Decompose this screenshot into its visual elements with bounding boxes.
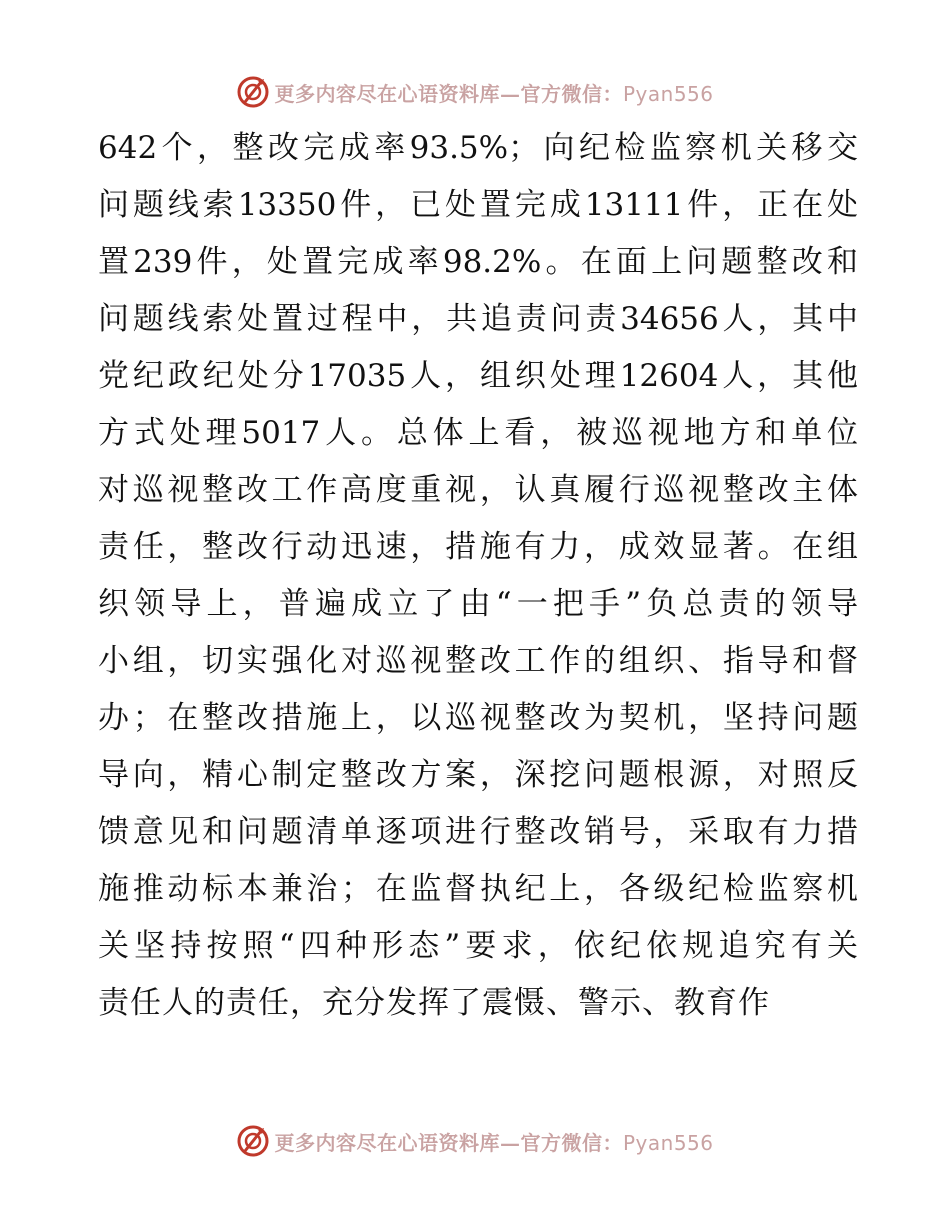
text-line: 问题线索处置过程中，共追责问责34656人，其中 xyxy=(98,301,858,337)
text-line: 小组，切实强化对巡视整改工作的组织、指导和督 xyxy=(98,643,858,679)
watermark-text xyxy=(274,78,713,107)
text-line: 责任人的责任，充分发挥了震慑、警示、教育作 xyxy=(98,985,770,1021)
text-line: 方式处理5017人。总体上看，被巡视地方和单位 xyxy=(98,415,858,451)
document-body xyxy=(98,120,858,1032)
text-line: 问题线索13350件，已处置完成13111件，正在处 xyxy=(98,187,858,223)
text-line: 施推动标本兼治；在监督执纪上，各级纪检监察机 xyxy=(98,871,858,907)
text-line: 置239件，处置完成率98.2%。在面上问题整改和 xyxy=(98,244,858,280)
brand-logo-icon xyxy=(236,1124,270,1158)
watermark-account: Pyan556 xyxy=(622,81,714,106)
watermark-account: Pyan556 xyxy=(622,1130,714,1155)
text-line: 导向，精心制定整改方案，深挖问题根源，对照反 xyxy=(98,757,858,793)
brand-logo-icon xyxy=(236,75,270,109)
watermark-text xyxy=(274,1127,713,1156)
text-line: 织领导上，普遍成立了由“一把手”负总责的领导 xyxy=(98,586,858,622)
text-line: 642个，整改完成率93.5%；向纪检监察机关移交 xyxy=(98,130,858,166)
bottom-watermark-banner xyxy=(0,1119,950,1163)
top-watermark-banner xyxy=(0,70,950,114)
text-line: 党纪政纪处分17035人，组织处理12604人，其他 xyxy=(98,358,858,394)
text-line: 馈意见和问题清单逐项进行整改销号，采取有力措 xyxy=(98,814,858,850)
watermark-site-text: 更多内容尽在心语资料库—官方微信： xyxy=(274,1130,623,1155)
text-line: 对巡视整改工作高度重视，认真履行巡视整改主体 xyxy=(98,472,858,508)
watermark-site-text: 更多内容尽在心语资料库—官方微信： xyxy=(274,81,623,106)
text-line: 办；在整改措施上，以巡视整改为契机，坚持问题 xyxy=(98,700,858,736)
text-line: 关坚持按照“四种形态”要求，依纪依规追究有关 xyxy=(98,928,858,964)
text-line: 责任，整改行动迅速，措施有力，成效显著。在组 xyxy=(98,529,858,565)
